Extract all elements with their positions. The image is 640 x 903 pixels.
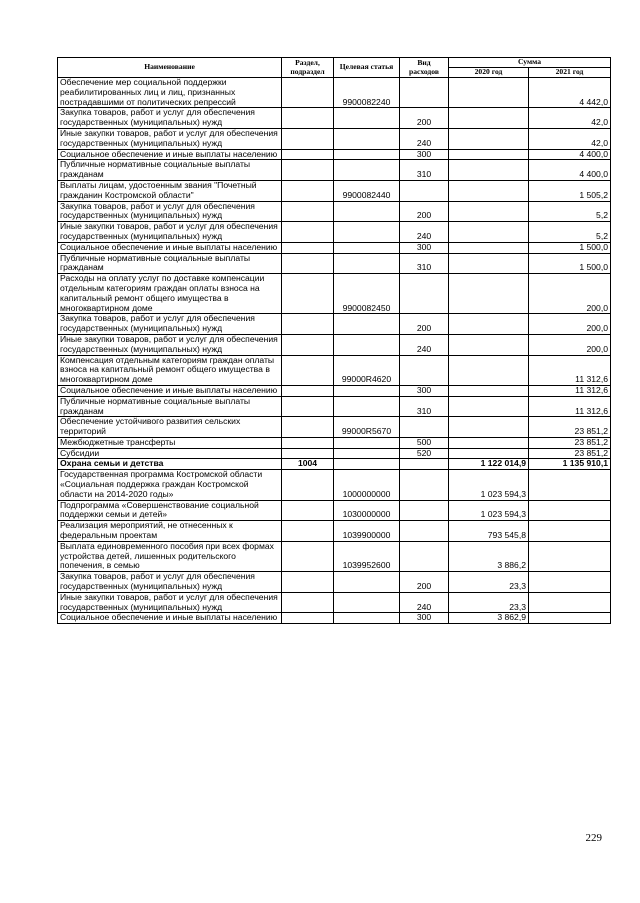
cell-section xyxy=(282,470,334,500)
cell-section xyxy=(282,396,334,417)
cell-type: 310 xyxy=(400,160,449,181)
cell-2020 xyxy=(449,253,529,274)
cell-section xyxy=(282,314,334,335)
table-row xyxy=(58,180,611,201)
cell-section xyxy=(282,334,334,355)
cell-section xyxy=(282,242,334,253)
cell-2021: 200,0 xyxy=(529,334,611,355)
cell-section xyxy=(282,78,334,108)
cell-target xyxy=(334,459,400,470)
cell-2020 xyxy=(449,334,529,355)
cell-2020 xyxy=(449,222,529,243)
cell-type xyxy=(400,470,449,500)
budget-table xyxy=(57,57,611,624)
cell-target xyxy=(334,592,400,613)
table-row xyxy=(58,222,611,243)
cell-name: Закупка товаров, работ и услуг для обеспечения государственных (муниципальных) нужд xyxy=(58,314,282,335)
cell-2021 xyxy=(529,521,611,542)
header-2020: 2020 год xyxy=(449,68,529,78)
table-row xyxy=(58,459,611,470)
table-row xyxy=(58,242,611,253)
cell-type: 300 xyxy=(400,242,449,253)
table-row xyxy=(58,160,611,181)
cell-section xyxy=(282,500,334,521)
cell-2021 xyxy=(529,572,611,593)
cell-2020 xyxy=(449,437,529,448)
cell-target: 1039900000 xyxy=(334,521,400,542)
cell-type xyxy=(400,459,449,470)
cell-type: 300 xyxy=(400,613,449,624)
cell-type: 300 xyxy=(400,385,449,396)
cell-target: 1000000000 xyxy=(334,470,400,500)
cell-2021: 42,0 xyxy=(529,128,611,149)
table-row xyxy=(58,437,611,448)
cell-2021: 11 312,6 xyxy=(529,385,611,396)
cell-target xyxy=(334,201,400,222)
cell-type: 240 xyxy=(400,334,449,355)
cell-target: 1039952600 xyxy=(334,541,400,571)
cell-2021: 23 851,2 xyxy=(529,437,611,448)
cell-target: 99000R4620 xyxy=(334,355,400,385)
cell-target xyxy=(334,396,400,417)
cell-target xyxy=(334,437,400,448)
cell-name: Закупка товаров, работ и услуг для обеспечения государственных (муниципальных) нужд xyxy=(58,201,282,222)
cell-name: Иные закупки товаров, работ и услуг для обеспечения государственных (муниципальных) нужд xyxy=(58,222,282,243)
cell-section xyxy=(282,385,334,396)
cell-name: Подпрограмма «Совершенствование социальной поддержки семьи и детей» xyxy=(58,500,282,521)
cell-section xyxy=(282,437,334,448)
cell-2020: 1 023 594,3 xyxy=(449,470,529,500)
cell-target: 99000R5670 xyxy=(334,417,400,438)
cell-type: 310 xyxy=(400,253,449,274)
cell-type: 200 xyxy=(400,314,449,335)
cell-target: 9900082440 xyxy=(334,180,400,201)
cell-target xyxy=(334,334,400,355)
table-row xyxy=(58,592,611,613)
cell-type: 240 xyxy=(400,592,449,613)
cell-target xyxy=(334,253,400,274)
cell-2020 xyxy=(449,128,529,149)
cell-target xyxy=(334,613,400,624)
cell-section xyxy=(282,541,334,571)
table-row xyxy=(58,201,611,222)
cell-2021: 1 505,2 xyxy=(529,180,611,201)
cell-section xyxy=(282,613,334,624)
table-row xyxy=(58,521,611,542)
cell-name: Публичные нормативные социальные выплаты гражданам xyxy=(58,253,282,274)
cell-2020: 1 122 014,9 xyxy=(449,459,529,470)
header-2021: 2021 год xyxy=(529,68,611,78)
table-row xyxy=(58,541,611,571)
cell-section xyxy=(282,128,334,149)
cell-name: Закупка товаров, работ и услуг для обеспечения государственных (муниципальных) нужд xyxy=(58,108,282,129)
cell-2021: 42,0 xyxy=(529,108,611,129)
table-row xyxy=(58,355,611,385)
cell-2021 xyxy=(529,470,611,500)
table-row xyxy=(58,417,611,438)
cell-type xyxy=(400,541,449,571)
cell-name: Социальное обеспечение и иные выплаты населению xyxy=(58,149,282,160)
cell-section xyxy=(282,149,334,160)
cell-name: Обеспечение устойчивого развития сельских территорий xyxy=(58,417,282,438)
cell-2020 xyxy=(449,242,529,253)
cell-name: Иные закупки товаров, работ и услуг для обеспечения государственных (муниципальных) нужд xyxy=(58,128,282,149)
cell-2020 xyxy=(449,417,529,438)
cell-name: Иные закупки товаров, работ и услуг для обеспечения государственных (муниципальных) нужд xyxy=(58,592,282,613)
table-row xyxy=(58,334,611,355)
cell-target xyxy=(334,149,400,160)
cell-2021: 1 135 910,1 xyxy=(529,459,611,470)
cell-2021: 23 851,2 xyxy=(529,417,611,438)
cell-2020: 23,3 xyxy=(449,572,529,593)
cell-2021: 5,2 xyxy=(529,201,611,222)
table-row xyxy=(58,448,611,459)
cell-type: 520 xyxy=(400,448,449,459)
table-row xyxy=(58,253,611,274)
header-name: Наименование xyxy=(58,58,282,78)
table-row xyxy=(58,274,611,314)
page-number: 229 xyxy=(585,832,602,844)
cell-2020 xyxy=(449,314,529,335)
table-row xyxy=(58,396,611,417)
cell-type xyxy=(400,417,449,438)
cell-type: 300 xyxy=(400,149,449,160)
cell-name: Публичные нормативные социальные выплаты гражданам xyxy=(58,160,282,181)
cell-section: 1004 xyxy=(282,459,334,470)
table-row xyxy=(58,78,611,108)
cell-2021: 23 851,2 xyxy=(529,448,611,459)
table-row xyxy=(58,108,611,129)
cell-type: 200 xyxy=(400,108,449,129)
cell-target: 9900082240 xyxy=(334,78,400,108)
cell-target: 1030000000 xyxy=(334,500,400,521)
table-row xyxy=(58,572,611,593)
cell-2021: 4 400,0 xyxy=(529,149,611,160)
cell-type: 200 xyxy=(400,201,449,222)
cell-2021: 200,0 xyxy=(529,274,611,314)
cell-2021 xyxy=(529,500,611,521)
cell-2021: 11 312,6 xyxy=(529,396,611,417)
cell-name: Охрана семьи и детства xyxy=(58,459,282,470)
cell-2020 xyxy=(449,201,529,222)
cell-section xyxy=(282,274,334,314)
cell-target xyxy=(334,108,400,129)
cell-target xyxy=(334,242,400,253)
cell-name: Закупка товаров, работ и услуг для обеспечения государственных (муниципальных) нужд xyxy=(58,572,282,593)
cell-section xyxy=(282,180,334,201)
cell-type xyxy=(400,500,449,521)
cell-section xyxy=(282,448,334,459)
table-row xyxy=(58,470,611,500)
cell-section xyxy=(282,201,334,222)
table-row xyxy=(58,128,611,149)
cell-section xyxy=(282,222,334,243)
header-row xyxy=(58,58,611,68)
cell-section xyxy=(282,592,334,613)
header-section: Раздел, подраздел xyxy=(282,58,334,78)
header-target: Целевая статья xyxy=(334,58,400,78)
cell-target xyxy=(334,128,400,149)
cell-name: Социальное обеспечение и иные выплаты населению xyxy=(58,613,282,624)
cell-name: Публичные нормативные социальные выплаты гражданам xyxy=(58,396,282,417)
cell-section xyxy=(282,160,334,181)
cell-2020 xyxy=(449,160,529,181)
cell-type: 310 xyxy=(400,396,449,417)
cell-type: 200 xyxy=(400,572,449,593)
cell-target xyxy=(334,314,400,335)
cell-type xyxy=(400,274,449,314)
cell-section xyxy=(282,108,334,129)
cell-2020: 3 862,9 xyxy=(449,613,529,624)
cell-2021 xyxy=(529,541,611,571)
cell-type: 240 xyxy=(400,222,449,243)
cell-type xyxy=(400,180,449,201)
table-row xyxy=(58,314,611,335)
cell-2021 xyxy=(529,613,611,624)
cell-2020 xyxy=(449,78,529,108)
cell-2021 xyxy=(529,592,611,613)
cell-name: Выплата единовременного пособия при всех формах устройства детей, лишенных родительского попечения, в семью xyxy=(58,541,282,571)
cell-target: 9900082450 xyxy=(334,274,400,314)
table-row xyxy=(58,149,611,160)
cell-2020: 1 023 594,3 xyxy=(449,500,529,521)
cell-name: Межбюджетные трансферты xyxy=(58,437,282,448)
cell-section xyxy=(282,417,334,438)
cell-2020: 23,3 xyxy=(449,592,529,613)
cell-section xyxy=(282,253,334,274)
cell-2020: 3 886,2 xyxy=(449,541,529,571)
header-sum: Сумма xyxy=(449,58,611,68)
table-row xyxy=(58,385,611,396)
cell-2021: 1 500,0 xyxy=(529,242,611,253)
cell-name: Выплаты лицам, удостоенным звания "Почетный гражданин Костромской области" xyxy=(58,180,282,201)
cell-2020 xyxy=(449,448,529,459)
cell-2020 xyxy=(449,274,529,314)
header-type: Вид расходов xyxy=(400,58,449,78)
cell-2021: 11 312,6 xyxy=(529,355,611,385)
cell-section xyxy=(282,572,334,593)
cell-section xyxy=(282,521,334,542)
cell-2021: 200,0 xyxy=(529,314,611,335)
cell-type: 500 xyxy=(400,437,449,448)
cell-2020 xyxy=(449,385,529,396)
cell-name: Социальное обеспечение и иные выплаты населению xyxy=(58,385,282,396)
cell-2020 xyxy=(449,355,529,385)
cell-name: Обеспечение мер социальной поддержки реабилитированных лиц и лиц, признанных пострадавшими от политических репрессий xyxy=(58,78,282,108)
cell-section xyxy=(282,355,334,385)
cell-2020 xyxy=(449,180,529,201)
cell-target xyxy=(334,572,400,593)
cell-2020 xyxy=(449,108,529,129)
cell-type xyxy=(400,521,449,542)
cell-type: 240 xyxy=(400,128,449,149)
cell-name: Государственная программа Костромской области «Социальная поддержка граждан Костромской области на 2014-2020 годы» xyxy=(58,470,282,500)
cell-name: Субсидии xyxy=(58,448,282,459)
table-row xyxy=(58,613,611,624)
cell-type xyxy=(400,78,449,108)
cell-2020 xyxy=(449,149,529,160)
cell-2021: 4 400,0 xyxy=(529,160,611,181)
cell-2021: 5,2 xyxy=(529,222,611,243)
cell-target xyxy=(334,160,400,181)
cell-target xyxy=(334,385,400,396)
cell-type xyxy=(400,355,449,385)
cell-target xyxy=(334,448,400,459)
cell-name: Расходы на оплату услуг по доставке компенсации отдельным категориям граждан оплаты взноса на капитальный ремонт общего имущества в многоквартирном доме xyxy=(58,274,282,314)
cell-name: Компенсация отдельным категориям граждан оплаты взноса на капитальный ремонт общего имущества в многоквартирном доме xyxy=(58,355,282,385)
cell-name: Социальное обеспечение и иные выплаты населению xyxy=(58,242,282,253)
cell-2021: 1 500,0 xyxy=(529,253,611,274)
cell-name: Иные закупки товаров, работ и услуг для обеспечения государственных (муниципальных) нужд xyxy=(58,334,282,355)
cell-target xyxy=(334,222,400,243)
table-body xyxy=(58,78,611,624)
table-row xyxy=(58,500,611,521)
cell-2020 xyxy=(449,396,529,417)
cell-2021: 4 442,0 xyxy=(529,78,611,108)
cell-2020: 793 545,8 xyxy=(449,521,529,542)
cell-name: Реализация мероприятий, не отнесенных к федеральным проектам xyxy=(58,521,282,542)
